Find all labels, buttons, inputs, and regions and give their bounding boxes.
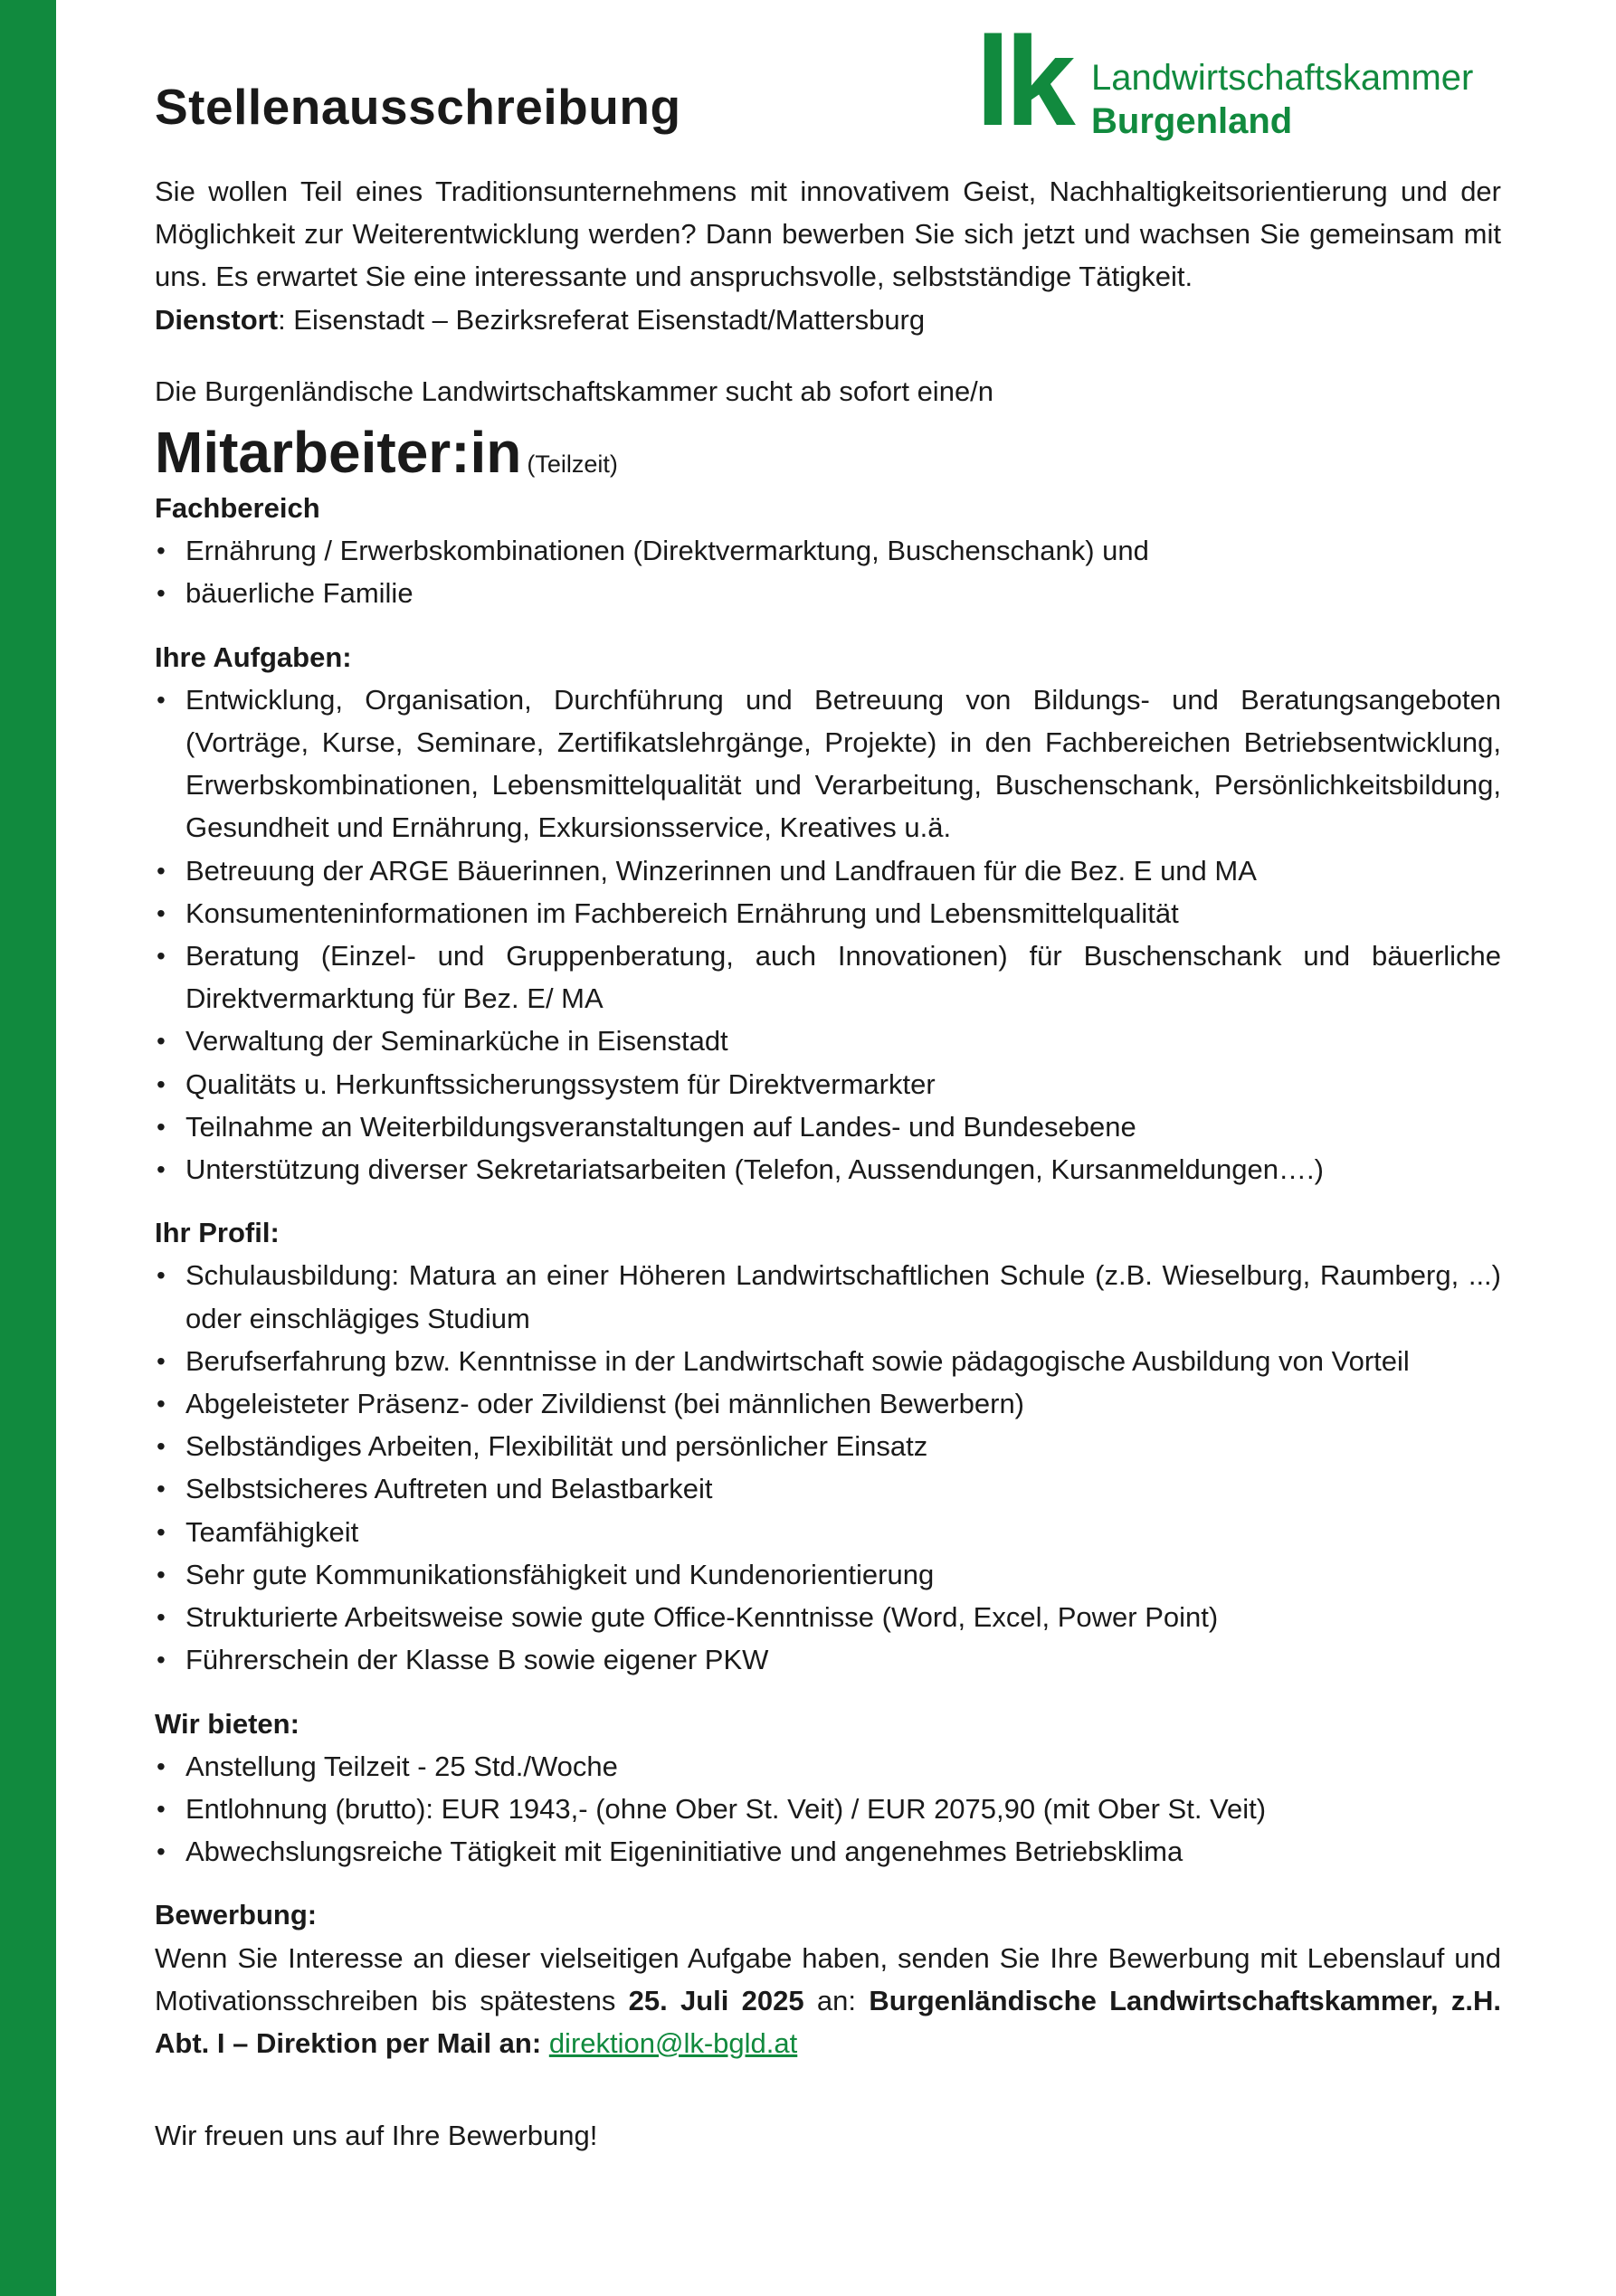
profil-list [155, 1254, 1501, 1681]
section-heading-bewerbung: Bewerbung: [155, 1899, 318, 1931]
intro-text: Sie wollen Teil eines Traditionsunternehmens mit innovativem Geist, Nachhaltigkeitsorientierung und der Möglichkeit zur Weiterentwicklung werden? Dann bewerben Sie sich jetzt und wachsen Sie gemeinsam mit uns. Es erwartet Sie eine interessante und anspruchsvolle, selbstständige Tätigkeit. [155, 176, 1501, 293]
list-item: • Teilnahme an Weiterbildungsveranstaltungen auf Landes- und Bundesebene [185, 1105, 1501, 1148]
section-heading-fachbereich: Fachbereich [155, 492, 320, 525]
email-link[interactable]: direktion@lk-bgld.at [548, 2026, 798, 2059]
list-item: • Sehr gute Kommunikationsfähigkeit und Kundenorientierung [185, 1553, 1501, 1596]
location-label: Dienstort [155, 303, 279, 336]
list-item: • Entwicklung, Organisation, Durchführung und Betreuung von Bildungs- und Beratungsangeboten (Vorträge, Kurse, Seminare, Zertifikatslehrgänge, Projekte) in den Fachbereichen Betriebsentwicklung, Erwerbskombinationen, Lebensmittelqualität und Verarbeitung, Buschenschank, Persönlichkeitsbildung, Gesundheit und Ernährung, Exkursionsservice, Kreatives u.ä. [185, 678, 1501, 849]
job-type: (Teilzeit) [527, 451, 618, 479]
logo-mark: lk [975, 10, 1070, 152]
list-item: • Beratung (Einzel- und Gruppenberatung, auch Innovationen) für Buschenschank und bäuerliche Direktvermarktung für Bez. E/ MA [185, 935, 1501, 1020]
list-item: • Entlohnung (brutto): EUR 1943,- (ohne Ober St. Veit) / EUR 2075,90 (mit Ober St. Veit) [185, 1788, 1501, 1830]
recipient: Burgenländische Landwirtschaftskammer, z.H. Abt. I – Direktion per Mail an: [155, 1984, 1502, 2059]
job-title-text: Mitarbeiter:in [155, 420, 522, 486]
list-item: • bäuerliche Familie [185, 572, 1501, 614]
logo-text [1091, 56, 1473, 143]
list-item: • Teamfähigkeit [185, 1511, 1501, 1553]
list-item: • Berufserfahrung bzw. Kenntnisse in der Landwirtschaft sowie pädagogische Ausbildung von Vorteil [185, 1340, 1501, 1382]
list-item: • Konsumenteninformationen im Fachbereich Ernährung und Lebensmittelqualität [185, 892, 1501, 935]
bewerbung-text [155, 1937, 1501, 2065]
section-heading-bieten: Wir bieten: [155, 1707, 299, 1740]
list-item: • Selbstsicheres Auftreten und Belastbarkeit [185, 1467, 1501, 1510]
closing-text: Wir freuen uns auf Ihre Bewerbung! [155, 2120, 598, 2152]
list-item: • Abgeleisteter Präsenz- oder Zivildienst (bei männlichen Bewerbern) [185, 1382, 1501, 1425]
aufgaben-list [155, 678, 1501, 1191]
bieten-list [155, 1745, 1501, 1874]
search-text: Die Burgenländische Landwirtschaftskammer sucht ab sofort eine/n [155, 375, 994, 407]
logo-line-2: Burgenland [1091, 101, 1293, 141]
list-item: • Führerschein der Klasse B sowie eigener PKW [185, 1638, 1501, 1681]
list-item: • Abwechslungsreiche Tätigkeit mit Eigeninitiative und angenehmes Betriebsklima [185, 1830, 1501, 1873]
list-item: • Selbständiges Arbeiten, Flexibilität und persönlicher Einsatz [185, 1425, 1501, 1467]
list-item: • Betreuung der ARGE Bäuerinnen, Winzerinnen und Landfrauen für die Bez. E und MA [185, 849, 1501, 892]
list-item: • Qualitäts u. Herkunftssicherungssystem für Direktvermarkter [185, 1063, 1501, 1105]
list-item: • Ernährung / Erwerbskombinationen (Direktvermarktung, Buschenschank) und [185, 529, 1501, 572]
location-line [155, 299, 1501, 341]
logo-line-1: Landwirtschaftskammer [1091, 58, 1474, 98]
list-item: • Verwaltung der Seminarküche in Eisenstadt [185, 1020, 1501, 1062]
fachbereich-list [155, 529, 1501, 614]
page-title: Stellenausschreibung [155, 79, 681, 135]
lk-logo [975, 10, 1518, 152]
list-item: • Schulausbildung: Matura an einer Höheren Landwirtschaftlichen Schule (z.B. Wieselburg, Raumberg, ...) oder einschlägiges Studium [185, 1254, 1501, 1339]
bewerbung-text-1: Wenn Sie Interesse an dieser vielseitigen Aufgabe haben, senden Sie Ihre Bewerbung mit Lebenslauf und Motivationsschreiben bis spätestens [155, 1941, 1501, 2016]
list-item: • Unterstützung diverser Sekretariatsarbeiten (Telefon, Aussendungen, Kursanmeldungen….) [185, 1148, 1501, 1191]
document-body [155, 170, 1501, 2157]
left-accent-bar [0, 0, 56, 2296]
job-title [155, 418, 1501, 487]
section-heading-profil: Ihr Profil: [155, 1217, 280, 1249]
deadline: 25. Juli 2025 [628, 1984, 804, 2016]
location-value: : Eisenstadt – Bezirksreferat Eisenstadt/Mattersburg [278, 303, 926, 336]
list-item: • Strukturierte Arbeitsweise sowie gute Office-Kenntnisse (Word, Excel, Power Point) [185, 1596, 1501, 1638]
list-item: • Anstellung Teilzeit - 25 Std./Woche [185, 1745, 1501, 1788]
section-heading-aufgaben: Ihre Aufgaben: [155, 640, 352, 673]
bewerbung-text-2: an: [803, 1984, 870, 2016]
